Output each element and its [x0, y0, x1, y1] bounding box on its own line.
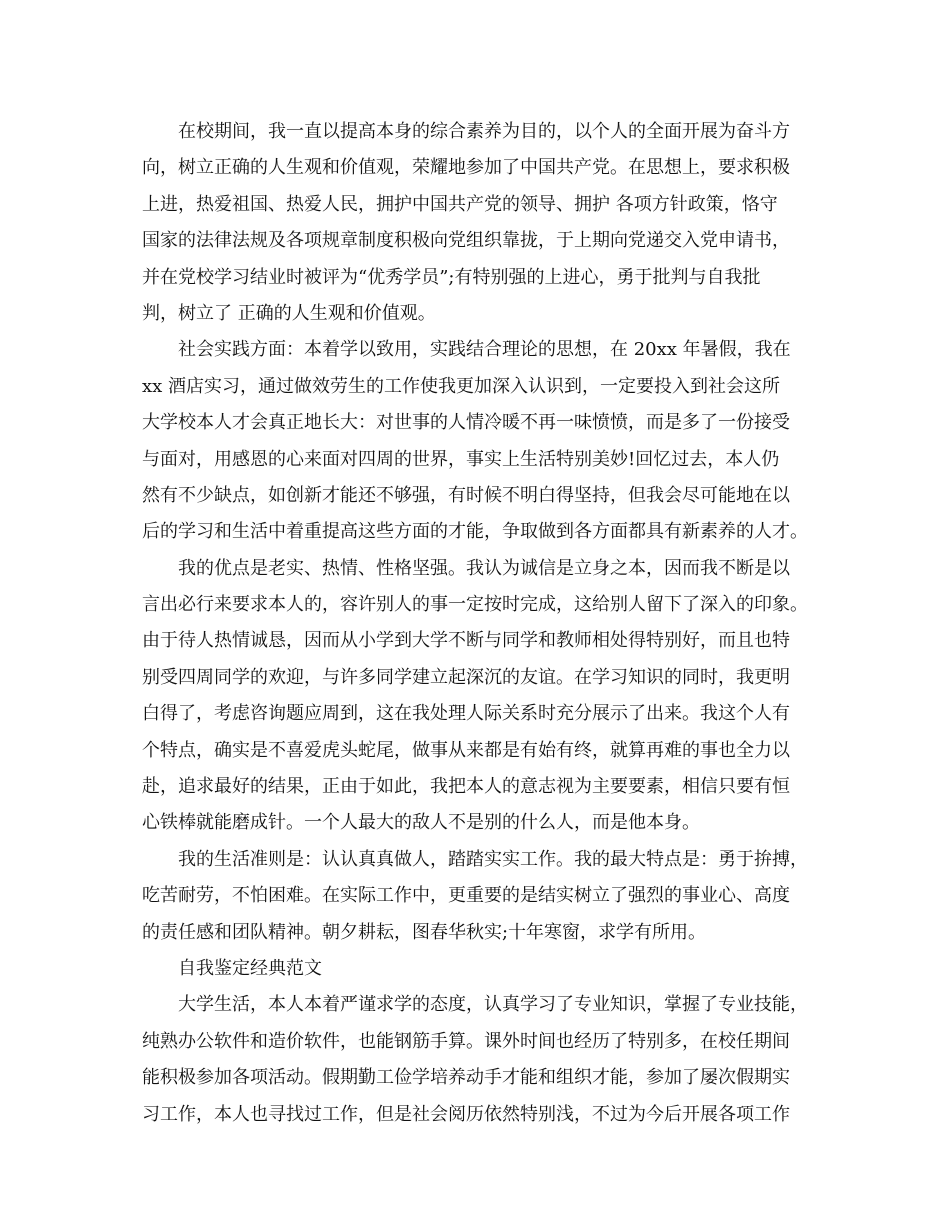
paragraph-first-line: 社会实践方面：本着学以致用，实践结合理论的思想，在 20xx 年暑假，我在	[178, 339, 791, 361]
document-body	[142, 114, 822, 1133]
text-line: 别受四周同学的欢迎，与许多同学建立起深沉的友谊。在学习知识的同时，我更明	[142, 666, 790, 688]
text-line: 由于待人热情诚恳，因而从小学到大学不断与同学和教师相处得特别好，而且也特	[142, 630, 790, 652]
paragraph-first-line: 大学生活，本人本着严谨求学的态度，认真学习了专业知识，掌握了专业技能，	[178, 994, 808, 1016]
text-line: 国家的法律法规及各项规章制度积极向党组织靠拢，于上期向党递交入党申请书，	[142, 230, 790, 252]
text-line: 与面对，用感恩的心来面对四周的世界，事实上生活特别美妙!回忆过去，本人仍	[142, 448, 780, 470]
text-line: 个特点，确实是不喜爱虎头蛇尾，做事从来都是有始有终，就算再难的事也全力以	[142, 739, 790, 761]
paragraph-first-line: 自我鉴定经典范文	[178, 957, 322, 979]
text-line: 上进，热爱祖国、热爱人民，拥护中国共产党的领导、拥护 各项方针政策，恪守	[142, 193, 778, 215]
text-line: 吃苦耐劳，不怕困难。在实际工作中，更重要的是结实树立了强烈的事业心、高度	[142, 885, 790, 907]
text-line: 向，树立正确的人生观和价值观，荣耀地参加了中国共产党。在思想上，要求积极	[142, 157, 790, 179]
text-line: 判，树立了 正确的人生观和价值观。	[142, 302, 436, 324]
text-line: 习工作，本人也寻找过工作，但是社会阅历依然特别浅，不过为今后开展各项工作	[142, 1103, 790, 1125]
paragraph-first-line: 我的优点是老实、热情、性格坚强。我认为诚信是立身之本，因而我不断是以	[178, 557, 790, 579]
paragraph-first-line: 在校期间，我一直以提高本身的综合素养为目的，以个人的全面开展为奋斗方	[178, 121, 790, 142]
text-line: 言出必行来要求本人的，容许别人的事一定按时完成，这给别人留下了深入的印象。	[142, 594, 808, 616]
text-line: 的责任感和团队精神。朝夕耕耘，图春华秋实;十年寒窗，求学有所用。	[142, 921, 707, 943]
text-line: 能积极参加各项活动。假期勤工俭学培养动手才能和组织才能，参加了屡次假期实	[142, 1067, 790, 1089]
text-line: 白得了，考虑咨询题应周到，这在我处理人际关系时充分展示了出来。我这个人有	[142, 703, 790, 725]
text-line: 纯熟办公软件和造价软件，也能钢筋手算。课外时间也经历了特别多，在校任期间	[142, 1030, 790, 1052]
text-line: 并在党校学习结业时被评为“优秀学员”;有特别强的上进心，勇于批判与自我批	[142, 266, 761, 288]
text-line: xx 酒店实习，通过做效劳生的工作使我更加深入认识到，一定要投入到社会这所	[142, 375, 781, 397]
text-line: 赴，追求最好的结果，正由于如此，我把本人的意志视为主要要素，相信只要有恒	[142, 776, 790, 798]
text-line: 大学校本人才会真正地长大：对世事的人情冷暖不再一味愤愤，而是多了一份接受	[142, 412, 790, 434]
text-line: 心铁棒就能磨成针。一个人最大的敌人不是别的什么人，而是他本身。	[142, 812, 700, 834]
text-line: 后的学习和生活中着重提高这些方面的才能，争取做到各方面都具有新素养的人才。	[142, 521, 808, 543]
text-line: 然有不少缺点，如创新才能还不够强，有时候不明白得坚持，但我会尽可能地在以	[142, 484, 790, 506]
paragraph-first-line: 我的生活准则是：认认真真做人，踏踏实实工作。我的最大特点是：勇于拚搏，	[178, 848, 808, 870]
